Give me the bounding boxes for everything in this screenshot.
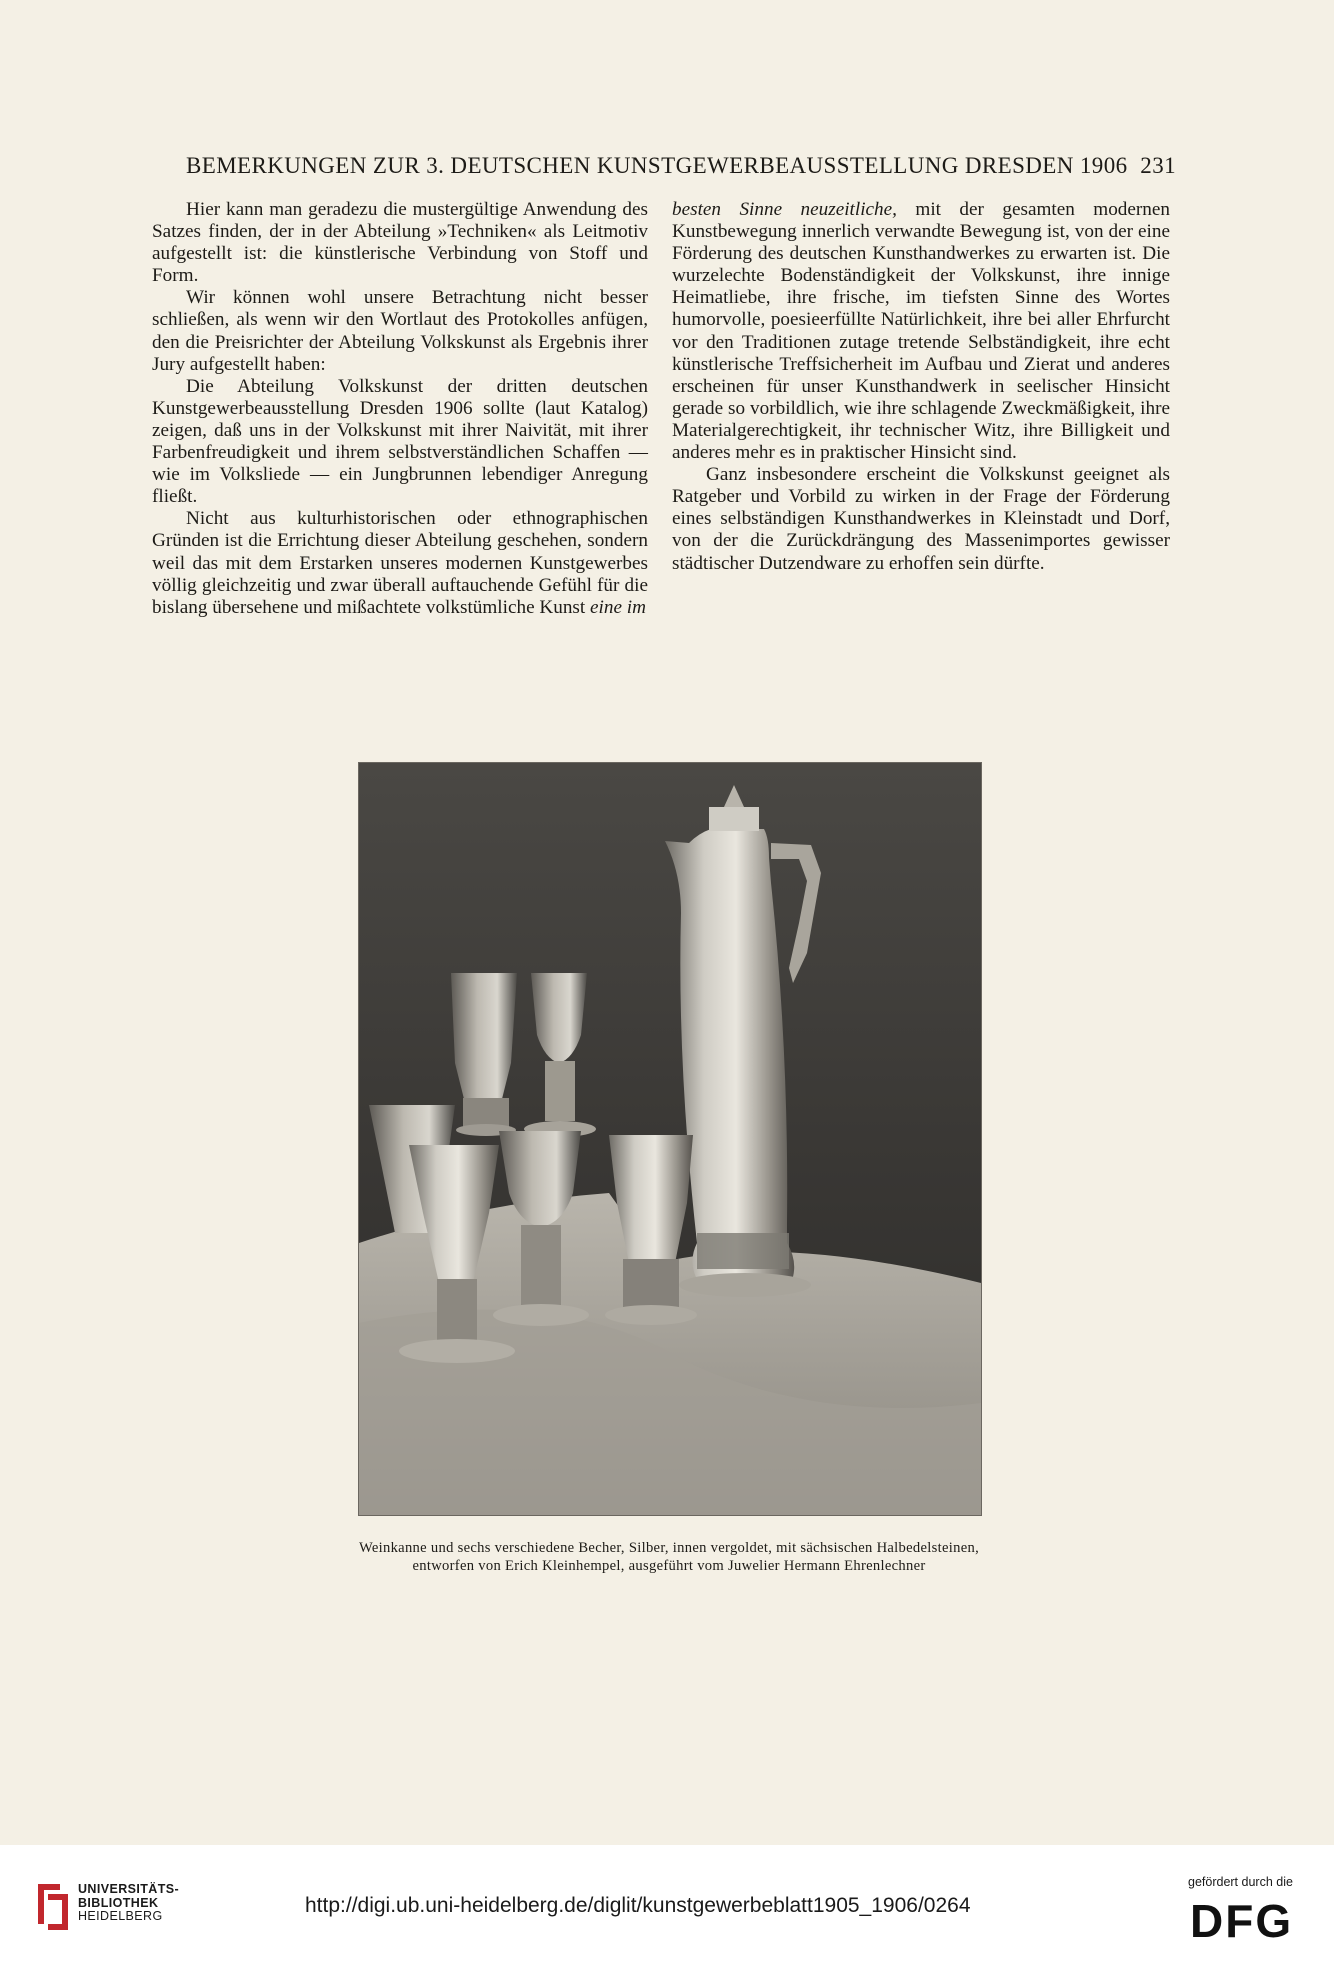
paragraph: Wir können wohl unsere Betrachtung nicht besser schließen, als wenn wir den Wortlaut des Protokolles anfügen, den die Preisrichter der Abteilung Volkskunst als Ergebnis ihrer Jury aufgestellt haben: — [152, 287, 648, 375]
paragraph — [672, 199, 1170, 464]
dfg-logo: DFG — [1190, 1895, 1294, 1947]
library-line: UNIVERSITÄTS- — [78, 1882, 180, 1896]
italic-phrase: besten Sinne neuzeitliche, — [672, 199, 897, 220]
photo-illustration — [359, 763, 981, 1515]
library-line: BIBLIOTHEK — [78, 1895, 159, 1910]
paragraph: Hier kann man geradezu die mustergültige Anwendung des Satzes finden, der in der Abteilung »Techniken« als Leitmotiv aufgestellt ist: die künstlerische Verbindung von Stoff und Form. — [152, 199, 648, 287]
running-head — [186, 153, 1176, 179]
caption-line: Weinkanne und sechs verschiedene Becher, Silber, innen vergoldet, mit sächsischen Halbedelsteinen, — [358, 1540, 980, 1556]
paragraph-text: Nicht aus kulturhistorischen oder ethnographischen Gründen ist die Errichtung dieser Abteilung geschehen, sondern weil das mit dem Erstarken unseres modernen Kunstgewerbes völlig gleichzeitig und zwar überall auftauchende Gefühl für die bislang übersehene und mißachtete volkstümliche Kunst — [152, 508, 648, 618]
university-library-logo-icon — [34, 1880, 72, 1934]
paragraph — [152, 508, 648, 618]
running-title: BEMERKUNGEN ZUR 3. DEUTSCHEN KUNSTGEWERBEAUSSTELLUNG DRESDEN 1906 — [186, 153, 1128, 178]
paragraph: Ganz insbesondere erscheint die Volkskunst geeignet als Ratgeber und Vorbild zu wirken in der Frage der Förderung eines selbständigen Kunsthandwerkes in Kleinstadt und Dorf, von der die Zurückdrängung des Massenimportes gewisser städtischer Dutzendware zu erhoffen sein dürfte. — [672, 464, 1170, 574]
page-number: 231 — [1140, 153, 1176, 178]
paragraph: Die Abteilung Volkskunst der dritten deutschen Kunstgewerbeausstellung Dresden 1906 sollte (laut Katalog) zeigen, daß uns in der Volkskunst mit ihrer Naivität, mit ihrer Farbenfreudigkeit und ihrem selbstverständlichen Schaffen — wie im Volksliede — ein Jungbrunnen lebendiger Anregung fließt. — [152, 375, 648, 508]
library-line: HEIDELBERG — [78, 1909, 163, 1923]
library-name — [78, 1883, 179, 1924]
caption-line: entworfen von Erich Kleinhempel, ausgeführt vom Juwelier Hermann Ehrenlechner — [412, 1558, 926, 1574]
paragraph-text: mit der gesamten modernen Kunstbewegung innerlich verwandte Bewegung ist, von der eine Förderung des deutschen Kunsthandwerkes zu erwarten ist. Die wurzelechte Bodenständigkeit der Volkskunst, ihre innige Heimatliebe, ihre frische, im tiefsten Sinne des Wortes humorvolle, poesieerfüllte Natürlichkeit, ihre bei aller Ehrfurcht vor den Traditionen zutage tretende Selbständigkeit, ihre echt künstlerische Treffsicherheit im Aufbau und Zierat und anderes erscheinen für unser Kunsthandwerk in seelischer Hinsicht gerade so vorbildlich, wie ihre schlagende Zweckmäßigkeit, ihre Materialgerechtigkeit, ihr technischer Witz, ihre Billigkeit und anderes mehr es in praktischer Hinsicht sind. — [672, 199, 1170, 464]
figure-caption — [250, 1539, 1088, 1575]
right-text-column — [672, 199, 1170, 575]
permalink[interactable]: http://digi.ub.uni-heidelberg.de/diglit/kunstgewerbeblatt1905_1906/0264 — [305, 1894, 971, 1917]
photograph-silverware — [358, 762, 982, 1516]
funded-by-label: gefördert durch die — [1188, 1875, 1293, 1889]
italic-phrase: eine im — [590, 596, 646, 618]
left-text-column — [152, 199, 648, 619]
